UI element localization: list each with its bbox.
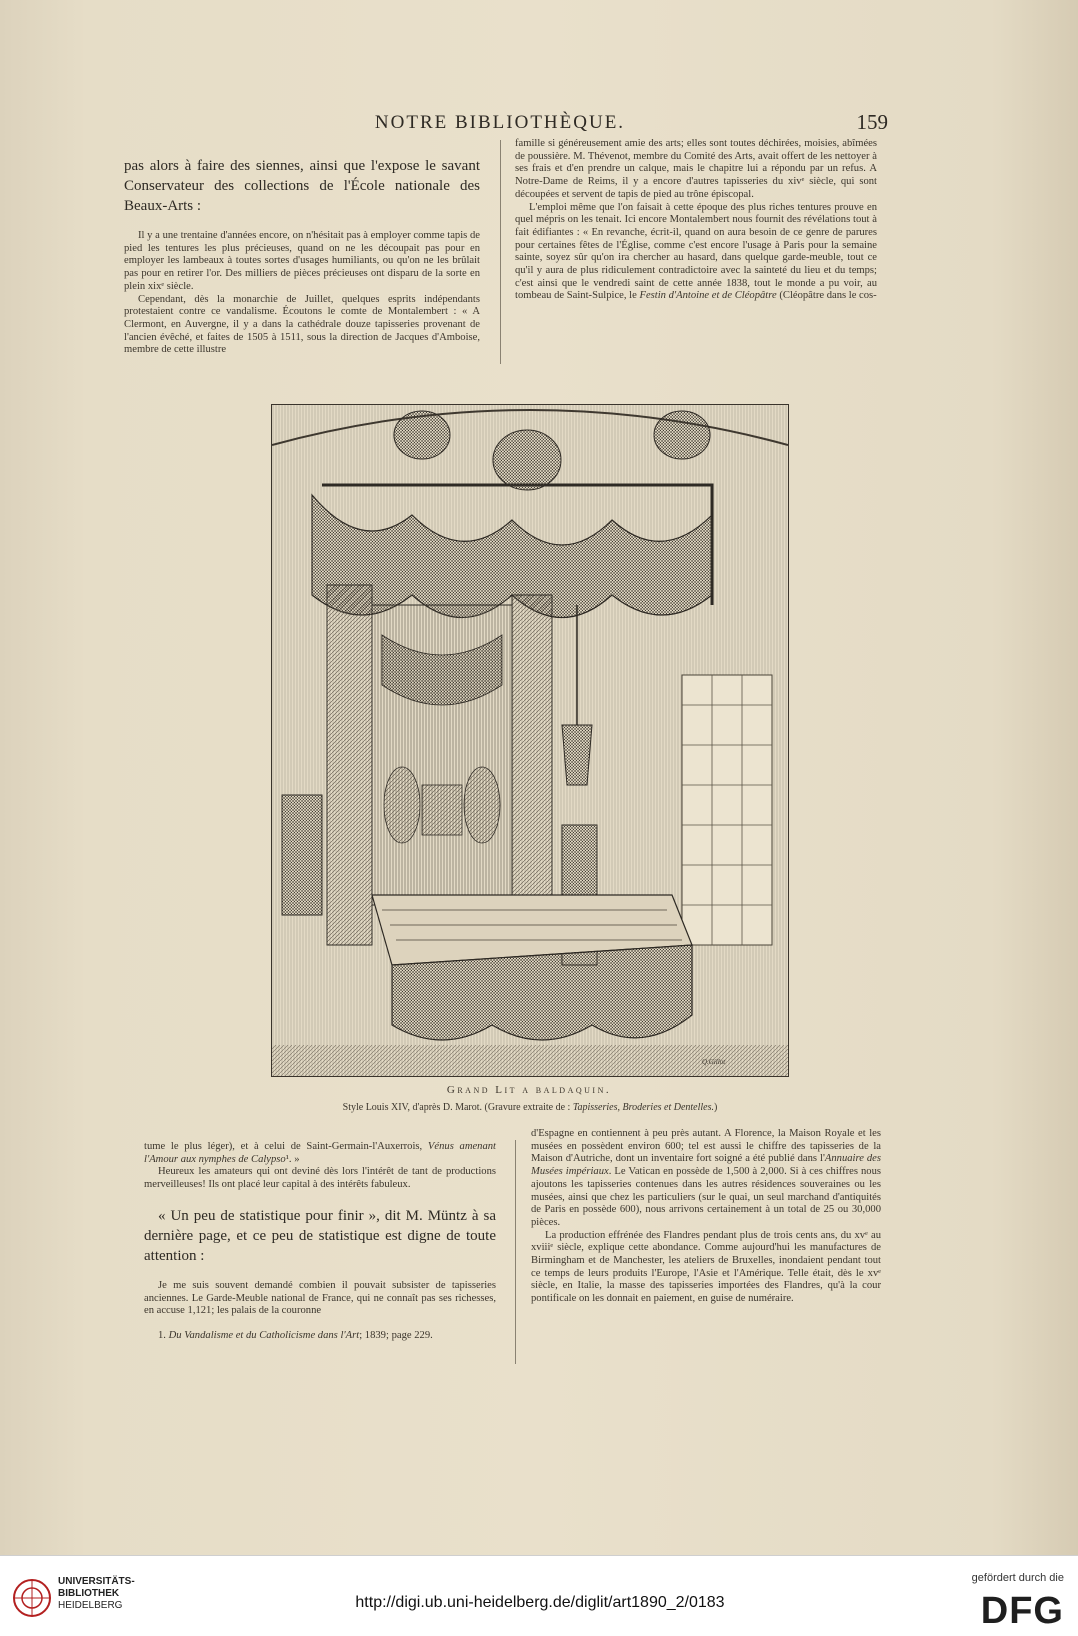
quote-paragraph: Heureux les amateurs qui ont deviné dès lors l'intérêt de tant de productions merveilleuses! Ils ont placé leur capital à des intérêts fabuleux. (144, 1166, 496, 1191)
bed-illustration (272, 405, 788, 1076)
text-run: d'Espagne en contiennent à peu près autant. A Florence, la Maison Royale et les musées en possèdent environ 600; tel est aussi le chiffre des tapisseries de la Maison d'Autriche, dont un inventaire fort soigné a été publié dans l' (531, 1128, 881, 1165)
footnote-end: ; 1839; page 229. (359, 1329, 433, 1341)
university-name (58, 1576, 135, 1612)
permalink-url[interactable]: http://digi.ub.uni-heidelberg.de/diglit/art1890_2/0183 (355, 1594, 725, 1611)
caption-italic: Tapisseries, Broderies et Dentelles. (572, 1102, 715, 1113)
quote-paragraph (144, 1141, 496, 1166)
quote-paragraph: Il y a une trentaine d'années encore, on n'hésitait pas à employer comme tapis de pied les tentures les plus précieuses, quand on ne les découpait pas pour en employer les lambeaux à toutes sortes d'usages humiliants, ou qu'on ne les brûlait pas pour en retirer l'or. Des milliers de pièces précieuses ont disparu de la sorte en plein xixᵉ siècle. (124, 230, 480, 292)
text-run: tume le plus léger), et à celui de Saint-Germain-l'Auxerrois, (144, 1141, 423, 1152)
quote-paragraph (515, 202, 877, 304)
text-run: . Le Vatican en possède de 1,500 à 2,000. Si à ces chiffres nous ajoutons les tapisseries contenues dans les autres résidences souveraines ou les musées, ainsi que chez les particuliers (sur le quai, un seul marchand d'antiquités de Paris en possède 600), nous arrivons certainement à un total de 25 ou 30,000 pièces. (531, 1166, 881, 1228)
engraver-signature: Q.Gillot (702, 1058, 726, 1066)
dfg-logo: DFG (980, 1590, 1064, 1632)
quote-paragraph: Cependant, dès la monarchie de Juillet, quelques esprits indépendants protestaient contre ce vandalisme. Écoutons le comte de Montalembert : « A Clermont, en Auvergne, il y a dans la cathédrale douze tapisseries provenant de l'ancien évêché, et faites de 1505 à 1511, sous la direction de Jacques d'Amboise, membre de cette illustre (124, 293, 480, 356)
page-number: 159 (856, 110, 888, 134)
running-title: NOTRE BIBLIOTHÈQUE. (374, 112, 626, 133)
caption-text: Style Louis XIV, d'après D. Marot. (Gravure extraite de : (342, 1102, 571, 1113)
footnote-number: 1. (158, 1329, 166, 1341)
column-right-bottom (531, 1128, 881, 1306)
university-logo-icon (12, 1578, 52, 1618)
quote-paragraph: La production effrénée des Flandres pendant plus de trois cents ans, du xvᵉ au xviiiᵉ siècle, explique cette abondance. Comme aujourd'hui les manufactures de Birmingham et de Manchester, les ateliers de Bruxelles, inondaient pendant tout ce temps de leurs produits l'Europe, l'Asie et l'Amérique. Telle était, dès le xvᵉ siècle, en Italie, la masse des tapisseries importées des Flandres, qu'à la cour pontificale on les donnait en paiement, en guise de numéraire. (531, 1229, 881, 1305)
uni-line: BIBLIOTHEK (58, 1588, 120, 1599)
text-run: (Cléopâtre dans le cos- (779, 290, 877, 302)
figure-caption-subtitle (200, 1102, 860, 1113)
quote-paragraph: famille si généreusement amie des arts; elles sont toutes déchirées, moisies, abîmées de poussière. M. Thévenot, membre du Comité des Arts, avait offert de les nettoyer à ses frais et d'en prendre un calque, mais le chapitre lui a répondu par un refus. A Notre-Dame de Reims, il y a encore d'autres tapisseries du xivᵉ siècle, qui sont découpées et servent de tapis de pied au trône épiscopal. (515, 138, 877, 200)
text-run: L'emploi même que l'on faisait à cette époque des plus riches tentures prouve en quel mépris on les tenait. Ici encore Montalembert nous fournit des révélations tout à fait édifiantes : « En revanche, écrit-il, quand on aura besoin de ce genre de parures pour certaines fêtes de l'Église, comme c'est encore l'usage à Paris pour la semaine sainte, soyez sûr qu'on ira chercher au hasard, dans quelque garde-meuble, tout ce qu'il y aura de plus ridiculement contradictoire avec la sainteté du lieu et du temps; c'est ainsi que le vendredi saint de cette année 1838, tout le monde a pu voir, au tombeau de Saint-Sulpice, le (515, 201, 877, 302)
uni-line: UNIVERSITÄTS- (58, 1576, 135, 1587)
column-divider (500, 140, 501, 364)
column-left-top (124, 156, 480, 357)
figure-caption-title: Grand Lit a baldaquin. (446, 1084, 612, 1096)
quote-paragraph: Je me suis souvent demandé combien il pouvait subsister de tapisseries anciennes. Le Garde-Meuble national de France, qui ne connaît pas ses richesses, en accuse 1,121; les palais de la couronne (144, 1279, 496, 1317)
quote-paragraph (531, 1128, 881, 1230)
column-right-top (515, 138, 877, 303)
column-left-bottom (144, 1141, 496, 1343)
lead-paragraph: pas alors à faire des siennes, ainsi que l'expose le savant Conservateur des collections de l'École nationale des Beaux-Arts : (124, 158, 480, 214)
italic-title: Vénus amenant l'Amour aux nymphes de Calypso (144, 1141, 497, 1165)
footnote (144, 1330, 496, 1343)
italic-title: Festin d'Antoine et de Cléopâtre (639, 290, 777, 302)
column-divider (515, 1140, 516, 1364)
uni-line: HEIDELBERG (58, 1600, 123, 1611)
lead-paragraph: « Un peu de statistique pour finir », dit M. Müntz à sa dernière page, et ce peu de statistique est digne de toute attention : (144, 1207, 496, 1264)
funded-by-label: gefördert durch die (971, 1572, 1064, 1584)
viewer-footer (0, 1555, 1078, 1636)
engraving-grand-lit (271, 404, 789, 1077)
italic-title: Annuaire des Musées impériaux (531, 1153, 881, 1178)
caption-text: ) (714, 1102, 718, 1113)
footnote-title: Du Vandalisme et du Catholicisme dans l'Art (168, 1329, 360, 1341)
text-run: ¹. » (285, 1153, 300, 1165)
